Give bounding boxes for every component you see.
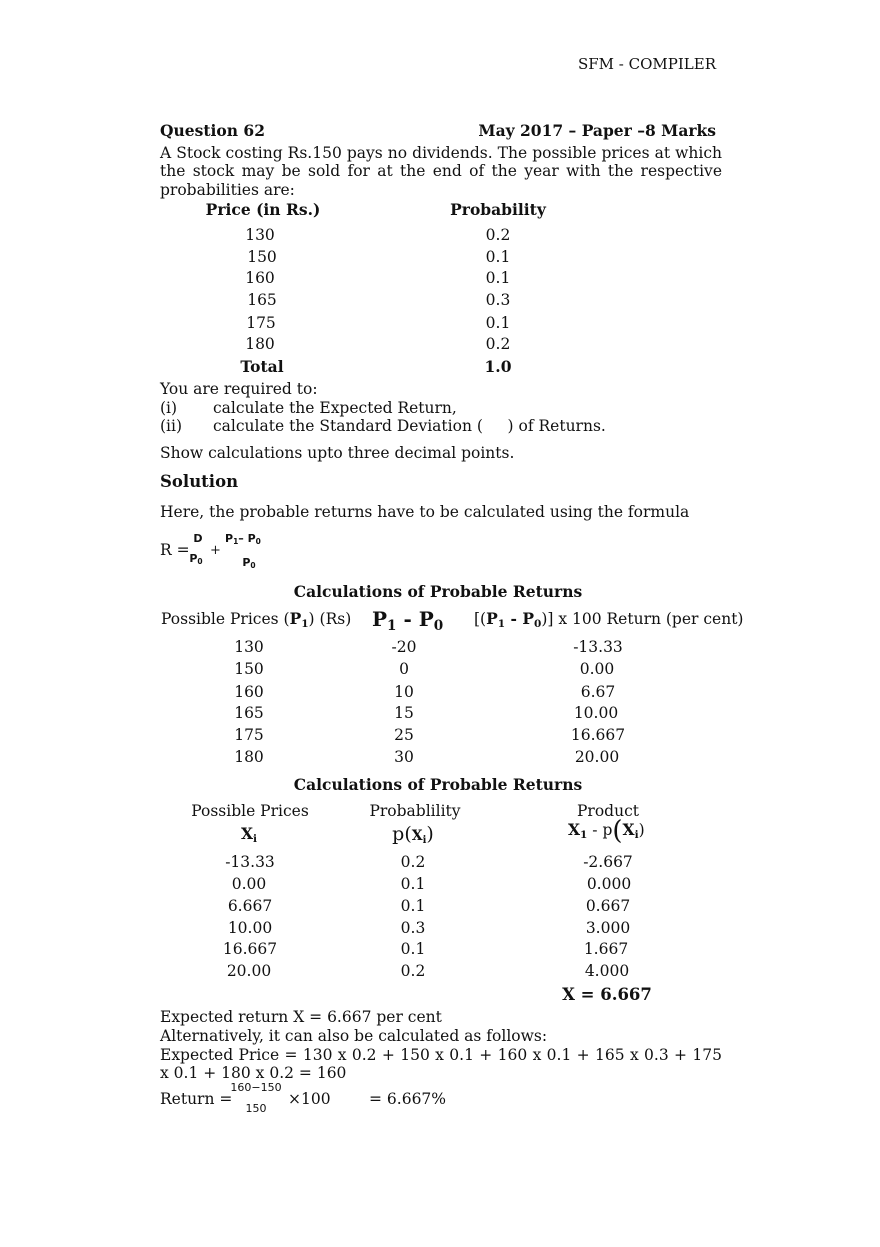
- possible-prices-header: Possible Prices $(P_1)$ (Rs): [161, 609, 352, 631]
- formula-lhs: R =: [160, 541, 190, 559]
- table-cell: 0.2: [485, 226, 511, 244]
- table-cell: 1.667: [583, 940, 629, 958]
- probability-header: Probablility: [369, 802, 461, 820]
- question-source: May 2017 – Paper –8 Marks: [478, 121, 716, 140]
- table-cell: 0.000: [586, 875, 632, 893]
- table-cell: 0.1: [400, 875, 426, 893]
- table-cell: 0.2: [400, 962, 426, 980]
- formula-numerator-d: D: [193, 532, 203, 545]
- table-cell: 180: [245, 335, 275, 353]
- requirement-text: calculate the Standard Deviation ( ) of Returns.: [213, 417, 606, 435]
- xi-symbol: $X_i$: [240, 824, 258, 846]
- table-cell: -20: [391, 638, 417, 656]
- table-cell: 0.3: [485, 291, 511, 309]
- table-cell: 16.667: [222, 940, 278, 958]
- table-cell: 175: [246, 314, 276, 332]
- table-cell: 3.000: [585, 919, 631, 937]
- requirement-number: (ii): [160, 417, 183, 435]
- solution-heading: Solution: [160, 472, 239, 491]
- table-cell: 0.00: [231, 875, 267, 893]
- total-label: Total: [240, 357, 284, 376]
- question-intro: A Stock costing Rs.150 pays no dividends. The possible prices at which the stock may be sold for at the end of the year with the respective probabilities are:: [160, 144, 722, 199]
- table-cell: 130: [234, 638, 264, 656]
- p-xi-symbol: $p(X_i)$: [392, 823, 434, 846]
- running-header: SFM - COMPILER: [578, 55, 717, 73]
- table-cell: 0.1: [485, 248, 511, 266]
- table-cell: 180: [234, 748, 264, 766]
- table-title: Calculations of Probable Returns: [293, 775, 583, 794]
- table-cell: -13.33: [225, 853, 275, 871]
- return-numerator: 160−150: [230, 1081, 282, 1094]
- table-cell: 0: [399, 660, 409, 678]
- table-cell: 6.67: [580, 683, 616, 701]
- table-cell: 15: [394, 704, 414, 722]
- decimal-note: Show calculations upto three decimal points.: [160, 444, 515, 462]
- product-header: Product: [577, 802, 639, 820]
- table-cell: 25: [394, 726, 414, 744]
- table-cell: 20.00: [226, 962, 272, 980]
- formula-plus: +: [210, 543, 221, 558]
- table-cell: 10.00: [573, 704, 619, 722]
- table-cell: 0.1: [485, 314, 511, 332]
- return-multiplier: ×100: [288, 1090, 331, 1108]
- table-cell: 130: [245, 226, 275, 244]
- table-cell: 16.667: [570, 726, 626, 744]
- table-title: Calculations of Probable Returns: [293, 582, 583, 601]
- table-cell: 160: [245, 269, 275, 287]
- table-cell: 0.1: [485, 269, 511, 287]
- table-cell: 150: [234, 660, 264, 678]
- formula-denominator: $P_0$: [189, 552, 203, 567]
- formula-denominator: $P_0$: [242, 556, 256, 571]
- table-cell: 20.00: [574, 748, 620, 766]
- table-cell: 175: [234, 726, 264, 744]
- table-cell: 0.2: [485, 335, 511, 353]
- requirement-text: calculate the Expected Return,: [213, 399, 457, 417]
- table-cell: 4.000: [584, 962, 630, 980]
- table-cell: 0.00: [579, 660, 615, 678]
- table-cell: 6.667: [227, 897, 273, 915]
- table-cell: 160: [234, 683, 264, 701]
- table-cell: -13.33: [573, 638, 623, 656]
- table-cell: 165: [234, 704, 264, 722]
- table-cell: 10.00: [227, 919, 273, 937]
- table-cell: 0.3: [400, 919, 426, 937]
- alternative-line: Alternatively, it can also be calculated as follows:: [160, 1027, 548, 1045]
- expected-price-line: Expected Price = 130 x 0.2 + 150 x 0.1 + 160 x 0.1 + 165 x 0.3 + 175 x 0.1 + 180 x 0.2 = 160: [160, 1046, 722, 1083]
- product-symbol: $X_1 - p(X_i)$: [568, 816, 645, 846]
- total-value: 1.0: [484, 357, 512, 376]
- return-denominator: 150: [245, 1102, 267, 1115]
- probability-column-header: Probability: [450, 200, 546, 219]
- formula-intro: Here, the probable returns have to be calculated using the formula: [160, 503, 690, 521]
- return-header: $[(P_1 - P_0)]$ x 100 Return (per cent): [474, 609, 744, 631]
- return-lhs: Return =: [160, 1090, 233, 1108]
- table-cell: 0.2: [400, 853, 426, 871]
- required-intro: You are required to:: [160, 380, 318, 398]
- requirement-number: (i): [160, 399, 178, 417]
- expected-return-total: X = 6.667: [562, 985, 652, 1004]
- table-cell: 30: [394, 748, 414, 766]
- formula-numerator-diff: $P_1-$ $P_0$: [225, 532, 261, 547]
- table-cell: 150: [247, 248, 277, 266]
- expected-return-line: Expected return X = 6.667 per cent: [160, 1008, 442, 1026]
- table-cell: 0.667: [585, 897, 631, 915]
- possible-prices-header: Possible Prices: [191, 802, 309, 820]
- question-title: Question 62: [160, 121, 265, 140]
- table-cell: 0.1: [400, 940, 426, 958]
- table-cell: 10: [394, 683, 414, 701]
- price-diff-header: $P_1 - P_0$: [372, 607, 444, 635]
- price-column-header: Price (in Rs.): [205, 200, 321, 219]
- table-cell: 165: [247, 291, 277, 309]
- table-cell: -2.667: [583, 853, 633, 871]
- return-result: = 6.667%: [369, 1090, 447, 1108]
- table-cell: 0.1: [400, 897, 426, 915]
